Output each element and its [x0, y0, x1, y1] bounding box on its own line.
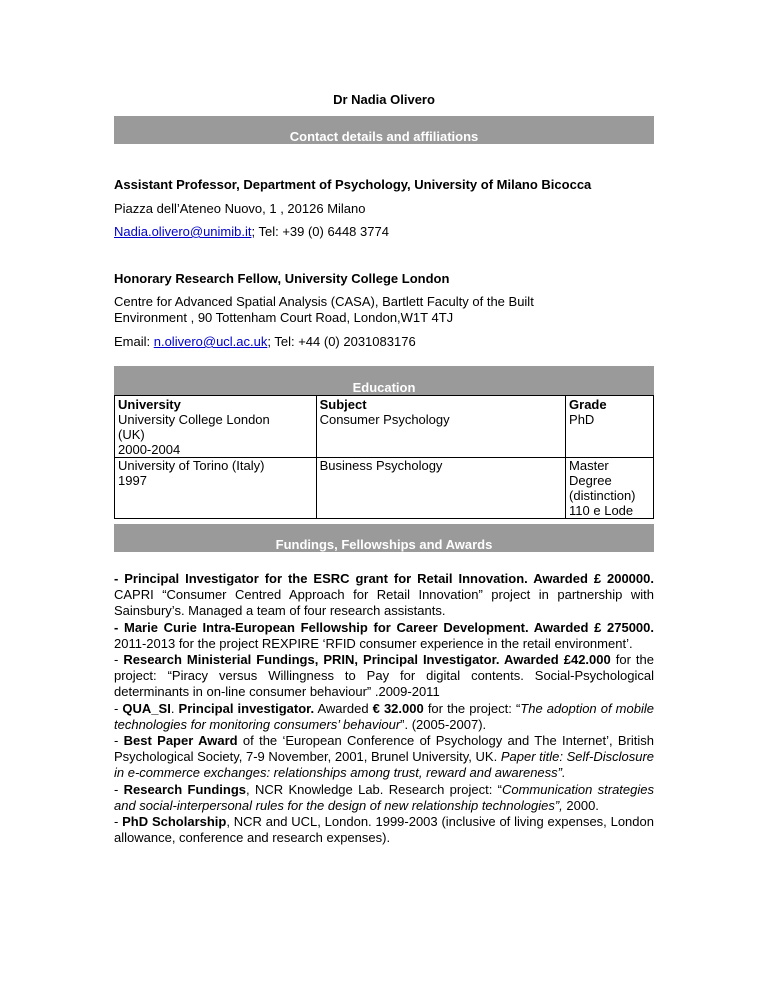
affiliation2-address: Centre for Advanced Spatial Analysis (CASA), Bartlett Faculty of the Built Environment , 90 Tottenham Court Road, London,W1T 4TJ — [114, 294, 534, 325]
affiliation2-email-label: Email: — [114, 334, 154, 349]
award-text: CAPRI “Consumer Centred Approach for Retail Innovation” project in partnership with Sainsbury’s. Managed a team of four research assistants. — [114, 587, 654, 619]
education-grade-line: PhD — [569, 412, 595, 427]
education-header-subject: Subject — [316, 396, 565, 413]
award-text: , NCR and UCL, London. 1999-2003 (inclusive of living expenses, London allowance, conference and research expenses). — [114, 814, 654, 846]
awards-section-heading: Fundings, Fellowships and Awards — [275, 537, 493, 552]
award-text: ”. (2005-2007). — [400, 716, 487, 732]
education-grade-line: Master — [569, 458, 609, 473]
award-title: Research Fundings — [123, 781, 247, 797]
list-item — [114, 814, 654, 846]
award-text: 2011-2013 for the project REXPIRE ‘RFID consumer experience in the retail environment’. — [114, 635, 633, 651]
list-item — [114, 620, 654, 652]
award-title: Principal investigator. — [178, 700, 315, 716]
education-section-bar — [114, 366, 654, 395]
education-university-line: 2000-2004 — [118, 442, 181, 457]
education-grade-line: (distinction) — [569, 488, 636, 503]
education-subject-text: Consumer Psychology — [319, 412, 450, 427]
award-text: . — [170, 700, 179, 716]
education-header-row — [115, 396, 654, 413]
education-university-line: 1997 — [118, 473, 147, 488]
award-text: , NCR Knowledge Lab. Research project: “ — [246, 781, 502, 797]
affiliation1-email-link[interactable]: Nadia.olivero@unimib.it — [114, 224, 252, 239]
award-project-title: The adoption of mobile technologies for monitoring consumers’ behaviour — [114, 700, 654, 732]
affiliation1-contact — [114, 224, 389, 239]
education-grade-line: Degree — [569, 473, 612, 488]
affiliation1-tel: ; Tel: +39 (0) 6448 3774 — [251, 224, 389, 239]
award-dash: - — [114, 733, 124, 749]
education-subject-cell — [316, 412, 565, 458]
award-title: PhD Scholarship — [122, 814, 227, 830]
contact-section-heading: Contact details and affiliations — [289, 129, 479, 144]
education-header-grade: Grade — [566, 396, 654, 413]
education-section-heading: Education — [352, 380, 416, 395]
education-grade-cell — [566, 412, 654, 458]
education-grade-line: 110 e Lode — [569, 503, 634, 518]
award-text: of the ‘European Conference of Psychology and The Internet’, British Psychological Society, 7-9 November, 2001, Brunel University, UK. — [114, 733, 655, 765]
award-text: for the project: “Piracy versus Willingness to Pay for digital contents. Social-Psychological determinants in on-line consumer behaviour” .2009-2011 — [114, 652, 655, 700]
education-subject-text: Business Psychology — [319, 458, 443, 473]
education-university-cell — [115, 412, 317, 458]
education-header-university: University — [115, 396, 317, 413]
award-paper-title: Paper title: Self-Disclosure in e-commerce exchanges: relationships among trust, reward and awareness”. — [114, 749, 655, 781]
education-university-line: University of Torino (Italy) — [118, 458, 265, 473]
affiliation2-contact — [114, 334, 416, 349]
award-dash: - — [114, 814, 123, 830]
award-title: - Principal Investigator for the ESRC grant for Retail Innovation. Awarded £ 200000. — [114, 571, 654, 586]
affiliation1-title: Assistant Professor, Department of Psychology, University of Milano Bicocca — [114, 177, 592, 192]
award-text: Awarded — [314, 700, 373, 716]
list-item — [114, 782, 654, 814]
cv-name-title: Dr Nadia Olivero — [333, 92, 435, 107]
award-dash: - — [114, 700, 123, 716]
list-item — [114, 652, 654, 701]
list-item — [114, 571, 654, 620]
list-item — [114, 733, 654, 782]
awards-list — [114, 571, 654, 846]
award-dash: - — [114, 781, 124, 797]
award-title: Best Paper Award — [123, 733, 238, 749]
education-subject-cell — [316, 458, 565, 519]
award-title: Research Ministerial Fundings, PRIN, Principal Investigator. Awarded £42.000 — [123, 652, 611, 668]
affiliation2-tel: ; Tel: +44 (0) 2031083176 — [267, 334, 416, 349]
award-dash: - — [114, 652, 124, 668]
contact-section-bar — [114, 116, 654, 144]
award-project-title: Communication strategies and social-interpersonal rules for the design of new relationship technologies”, — [114, 781, 654, 813]
award-title: - Marie Curie Intra-European Fellowship for Career Development. Awarded £ 275000. — [114, 619, 654, 635]
award-text: 2000. — [562, 797, 599, 813]
affiliation2-title: Honorary Research Fellow, University College London — [114, 271, 450, 286]
award-amount: € 32.000 — [372, 700, 424, 716]
award-title: QUA_SI — [122, 700, 171, 716]
education-university-line: University College London — [118, 412, 270, 427]
education-grade-cell — [566, 458, 654, 519]
education-table — [114, 395, 654, 519]
awards-section-bar — [114, 524, 654, 552]
table-row — [115, 412, 654, 458]
education-university-line: (UK) — [118, 427, 145, 442]
list-item — [114, 701, 654, 733]
education-university-cell — [115, 458, 317, 519]
table-row — [115, 458, 654, 519]
affiliation2-email-link[interactable]: n.olivero@ucl.ac.uk — [153, 334, 268, 349]
affiliation1-address: Piazza dell’Ateneo Nuovo, 1 , 20126 Milano — [114, 201, 366, 216]
award-text: for the project: “ — [423, 700, 521, 716]
